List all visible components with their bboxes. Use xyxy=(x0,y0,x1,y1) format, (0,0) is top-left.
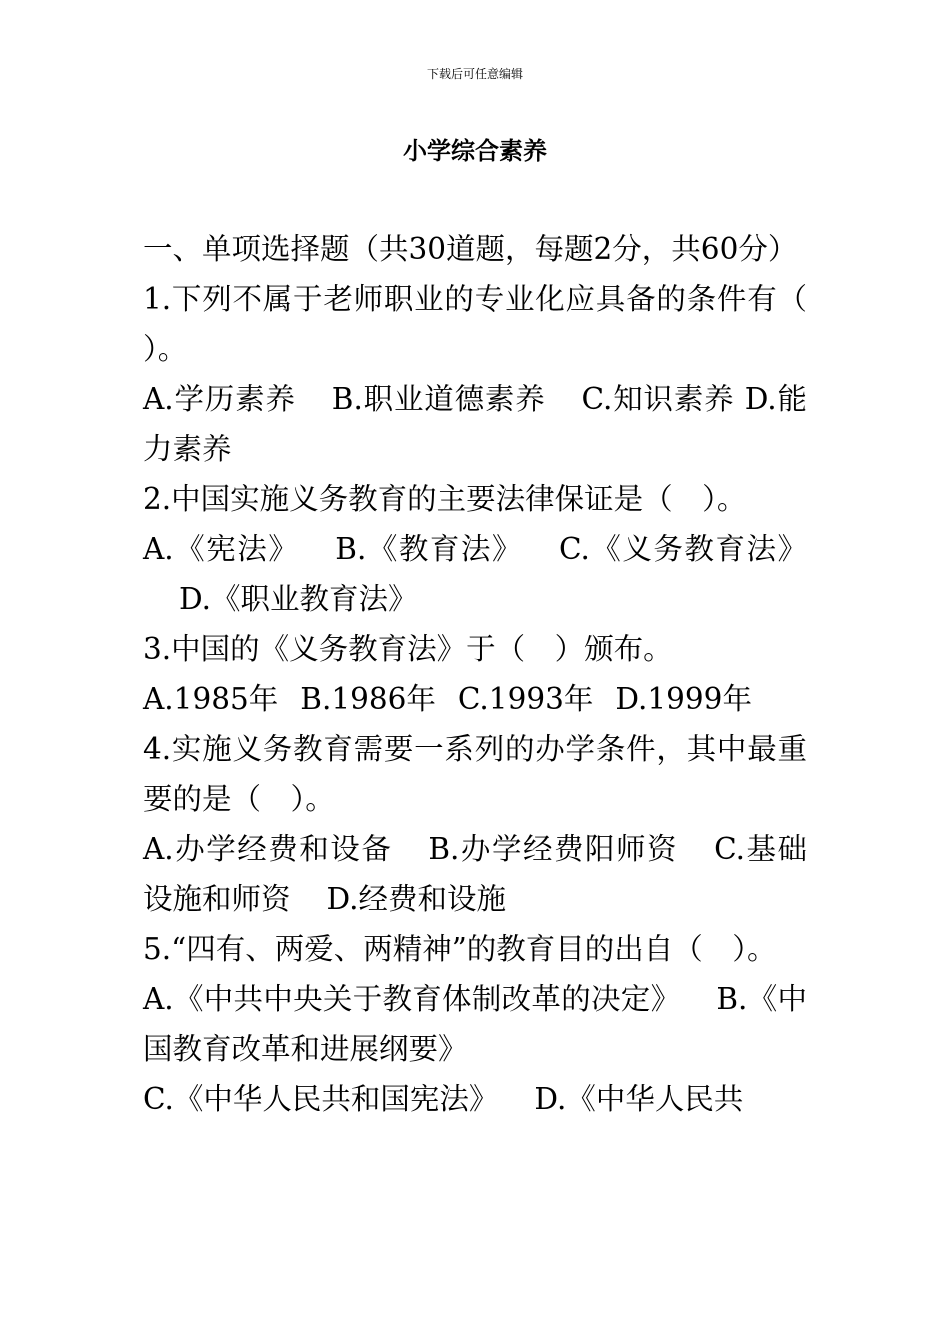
question-options-5a xyxy=(143,974,807,1074)
option-d: D.能力素养 xyxy=(143,382,807,466)
option-b: B.职业道德素养 xyxy=(331,382,546,416)
option-a: A.办学经费和设备 xyxy=(143,832,393,866)
header-note: 下载后可任意编辑 xyxy=(426,67,523,81)
option-d: D.1999年 xyxy=(615,682,752,716)
option-d: D.经费和设施 xyxy=(326,882,506,916)
question-stem-5: 5.“四有、两爱、两精神”的教育目的出自（ ）。 xyxy=(143,932,777,966)
question-stem-3: 3.中国的《义务教育法》于（ ）颁布。 xyxy=(143,632,673,666)
document-body xyxy=(143,224,837,1124)
option-d: D.《职业教育法》 xyxy=(179,582,418,616)
option-c: C.基础设施和师资 xyxy=(143,832,807,916)
question-options-5b xyxy=(143,1074,807,1124)
option-b: B.《教育法》 xyxy=(335,532,523,566)
option-a: A.《宪法》 xyxy=(143,532,300,566)
document-title: 小学综合素养 xyxy=(403,136,547,165)
option-c: C.知识素养 xyxy=(581,382,735,416)
question-stem-2: 2.中国实施义务教育的主要法律保证是（ ）。 xyxy=(143,482,747,516)
option-c: C.1993年 xyxy=(457,682,594,716)
option-b: B.1986年 xyxy=(300,682,436,716)
question-options-1 xyxy=(143,374,807,474)
option-b: B.《中国教育改革和进展纲要》 xyxy=(143,982,807,1066)
question-options-3 xyxy=(143,674,807,724)
section-heading: 一、单项选择题（共30道题，每题2分，共60分） xyxy=(143,232,798,266)
question-stem-4: 4.实施义务教育需要一系列的办学条件，其中最重要的是（ ）。 xyxy=(143,732,807,816)
option-a: A.《中共中央关于教育体制改革的决定》 xyxy=(143,982,681,1016)
option-c: C.《中华人民共和国宪法》 xyxy=(143,1082,499,1116)
question-options-4 xyxy=(143,824,807,924)
option-a: A.1985年 xyxy=(143,682,279,716)
option-a: A.学历素养 xyxy=(143,382,296,416)
option-c: C.《义务教育法》 xyxy=(558,532,807,566)
option-d: D.《中华人民共 xyxy=(534,1082,744,1116)
question-stem-1: 1.下列不属于老师职业的专业化应具备的条件有（ ）。 xyxy=(143,282,837,366)
option-b: B.办学经费阳师资 xyxy=(428,832,679,866)
question-options-2 xyxy=(143,524,807,624)
